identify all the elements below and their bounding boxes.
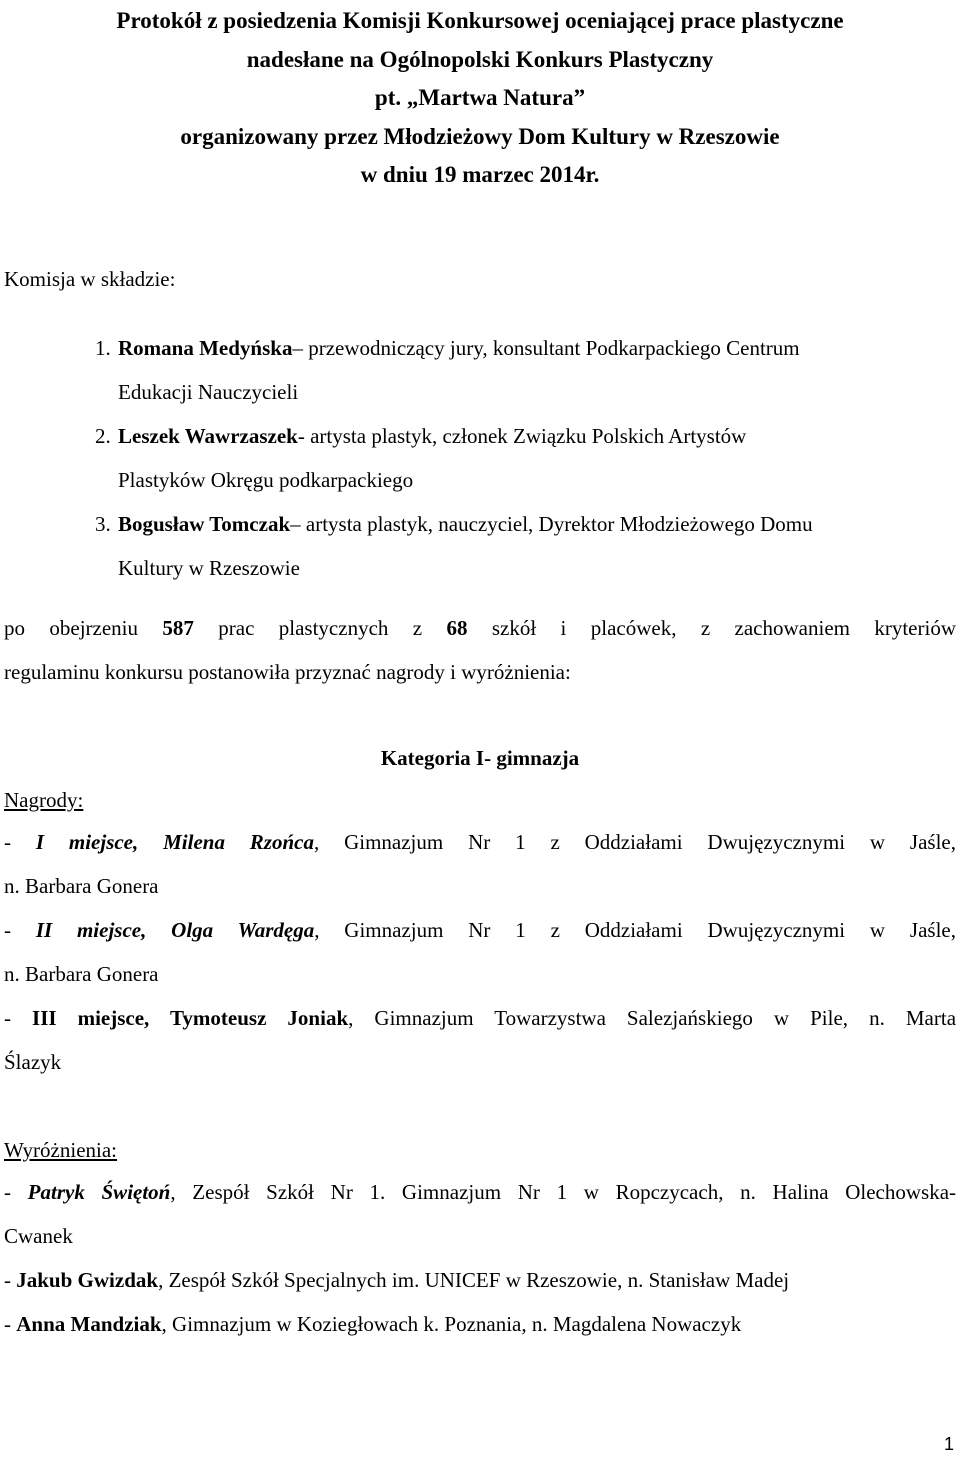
title-line-1: Protokół z posiedzenia Komisji Konkursowej oceniającej prace plastyczne xyxy=(116,8,844,33)
title-line-4: organizowany przez Młodzieżowy Dom Kultury w Rzeszowie xyxy=(180,123,780,149)
honors-section xyxy=(4,1130,956,1346)
honor-name: Anna Mandziak xyxy=(16,1312,162,1336)
prize-entry xyxy=(4,996,956,1084)
document-page xyxy=(4,0,956,1460)
honor-details: , Zespół Szkół Specjalnych im. UNICEF w Rzeszowie, n. Stanisław Madej xyxy=(158,1268,790,1292)
prize-details-cont: n. Barbara Gonera xyxy=(4,874,159,898)
honor-entry xyxy=(4,1258,956,1302)
committee-list xyxy=(4,326,956,590)
member-description: – artysta plastyk, nauczyciel, Dyrektor Młodzieżowego Domu xyxy=(290,512,813,536)
prize-details: , Gimnazjum Nr 1 z Oddziałami Dwujęzycznymi w Jaśle, xyxy=(314,918,956,942)
committee-label: Komisja w składzie: xyxy=(4,267,176,291)
honor-entry xyxy=(4,1170,956,1258)
prize-details-cont: Ślazyk xyxy=(4,1050,62,1074)
title-line-5: w dniu 19 marzec 2014r. xyxy=(360,162,600,187)
entry-dash: - xyxy=(4,1006,33,1030)
committee-member xyxy=(4,414,956,502)
title-line-3: pt. „Martwa Natura” xyxy=(374,85,586,110)
member-description-cont: Plastyków Okręgu podkarpackiego xyxy=(118,468,414,492)
works-count: 587 xyxy=(162,616,194,640)
member-name: Bogusław Tomczak xyxy=(118,512,291,536)
member-description: - artysta plastyk, członek Związku Polskich Artystów xyxy=(297,424,747,448)
member-name: Leszek Wawrzaszek xyxy=(118,424,298,448)
prize-entry xyxy=(4,820,956,908)
intro-text: po obejrzeniu xyxy=(4,616,163,640)
honor-entry xyxy=(4,1302,956,1346)
intro-text: szkół i placówek, z zachowaniem kryteriów xyxy=(467,616,956,640)
member-description: – przewodniczący jury, konsultant Podkarpackiego Centrum xyxy=(292,336,800,360)
intro-text: prac plastycznych z xyxy=(193,616,447,640)
document-title xyxy=(4,0,956,195)
member-description-cont: Kultury w Rzeszowie xyxy=(118,556,300,580)
prize-place: III miejsce, Tymoteusz Joniak xyxy=(32,1006,349,1030)
prize-details: , Gimnazjum Towarzystwa Salezjańskiego w Pile, n. Marta xyxy=(348,1006,957,1030)
member-number: 3. xyxy=(95,512,111,536)
honor-name: Patryk Świętoń xyxy=(27,1180,171,1204)
title-line-2: nadesłane na Ogólnopolski Konkurs Plastyczny xyxy=(246,46,714,72)
member-description-cont: Edukacji Nauczycieli xyxy=(118,380,299,404)
prizes-section xyxy=(4,780,956,1084)
honor-details-cont: Cwanek xyxy=(4,1224,73,1248)
prize-place: II miejsce, Olga Wardęga xyxy=(35,918,315,942)
member-number: 2. xyxy=(95,424,111,448)
honor-details: , Zespół Szkół Nr 1. Gimnazjum Nr 1 w Ropczycach, n. Halina Olechowska- xyxy=(170,1180,957,1204)
page-number: 1 xyxy=(943,1434,954,1454)
member-number: 1. xyxy=(95,336,111,360)
prize-details: , Gimnazjum Nr 1 z Oddziałami Dwujęzycznymi w Jaśle, xyxy=(313,830,956,854)
entry-dash: - xyxy=(4,1312,17,1336)
prizes-heading: Nagrody: xyxy=(4,788,84,812)
committee-member xyxy=(4,326,956,414)
prize-details-cont: n. Barbara Gonera xyxy=(4,962,159,986)
prize-place: I miejsce, Milena Rzońca xyxy=(35,830,314,854)
intro-paragraph xyxy=(4,606,956,694)
honors-heading: Wyróżnienia: xyxy=(4,1138,118,1162)
honor-details: , Gimnazjum w Koziegłowach k. Poznania, n. Magdalena Nowaczyk xyxy=(161,1312,742,1336)
entry-dash: - xyxy=(4,1180,28,1204)
intro-line-2: regulaminu konkursu postanowiła przyznać nagrody i wyróżnienia: xyxy=(4,660,571,684)
entry-dash: - xyxy=(4,1268,17,1292)
schools-count: 68 xyxy=(446,616,468,640)
entry-dash: - xyxy=(4,918,36,942)
honor-name: Jakub Gwizdak xyxy=(16,1268,159,1292)
member-name: Romana Medyńska xyxy=(118,336,293,360)
prize-entry xyxy=(4,908,956,996)
category-heading: Kategoria I- gimnazja xyxy=(380,746,580,770)
committee-member xyxy=(4,502,956,590)
entry-dash: - xyxy=(4,830,36,854)
